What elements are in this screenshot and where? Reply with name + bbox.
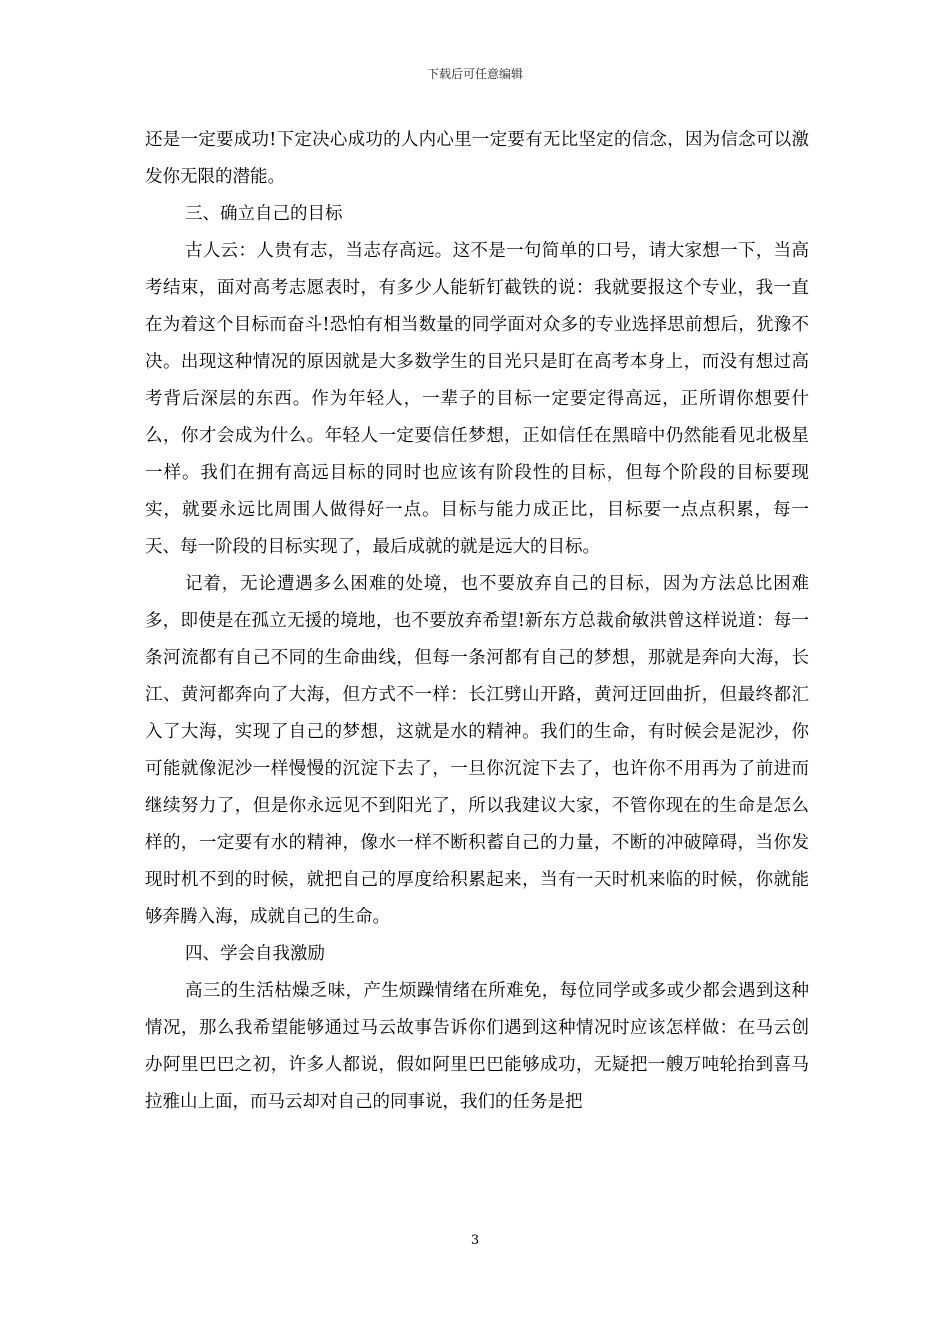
section-heading-3: 三、确立自己的目标 — [185, 204, 343, 224]
document-body — [145, 122, 809, 1121]
paragraph-goals: 古人云：人贵有志，当志存高远。这不是一句简单的口号，请大家想一下，当高考结束，面对高考志愿表时，有多少人能斩钉截铁的说：我就要报这个专业，我一直在为着这个目标而奋斗!恐怕有相当数量的同学面对众多的专业选择思前想后，犹豫不决。出现这种情况的原因就是大多数学生的目光只是盯在高考本身上，而没有想过高考背后深层的东西。作为年轻人，一辈子的目标一定要定得高远，正所谓你想要什么，你才会成为什么。年轻人一定要信任梦想，正如信任在黑暗中仍然能看见北极星一样。我们在拥有高远目标的同时也应该有阶段性的目标，但每个阶段的目标要现实，就要永远比周围人做得好一点。目标与能力成正比，目标要一点点积累，每一天、每一阶段的目标实现了，最后成就的就是远大的目标。 — [145, 241, 809, 557]
section-heading-4: 四、学会自我激励 — [185, 944, 325, 964]
paragraph-self-motivation: 高三的生活枯燥乏味，产生烦躁情绪在所难免，每位同学或多或少都会遇到这种情况，那么我希望能够通过马云故事告诉你们遇到这种情况时应该怎样做：在马云创办阿里巴巴之初，许多人都说，假如阿里巴巴能够成功，无疑把一艘万吨轮抬到喜马拉雅山上面，而马云却对自己的同事说，我们的任务是把 — [145, 981, 809, 1112]
paragraph-continuation: 还是一定要成功!下定决心成功的人内心里一定要有无比坚定的信念，因为信念可以激发你无限的潜能。 — [145, 130, 809, 187]
page-number: 3 — [470, 1233, 480, 1248]
page-header: 下载后可任意编辑 — [426, 67, 523, 81]
paragraph-river-spirit: 记着，无论遭遇多么困难的处境，也不要放弃自己的目标，因为方法总比困难多，即使是在孤立无援的境地，也不要放弃希望!新东方总裁俞敏洪曾这样说道：每一条河流都有自己不同的生命曲线，但每一条河都有自己的梦想，那就是奔向大海，长江、黄河都奔向了大海，但方式不一样：长江劈山开路，黄河迂回曲折，但最终都汇入了大海，实现了自己的梦想，这就是水的精神。我们的生命，有时候会是泥沙，你可能就像泥沙一样慢慢的沉淀下去了，一旦你沉淀下去了，也许你不用再为了前进而继续努力了，但是你永远见不到阳光了，所以我建议大家，不管你现在的生命是怎么样的，一定要有水的精神，像水一样不断积蓄自己的力量，不断的冲破障碍，当你发现时机不到的时候，就把自己的厚度给积累起来，当有一天时机来临的时候，你就能够奔腾入海，成就自己的生命。 — [145, 574, 809, 927]
